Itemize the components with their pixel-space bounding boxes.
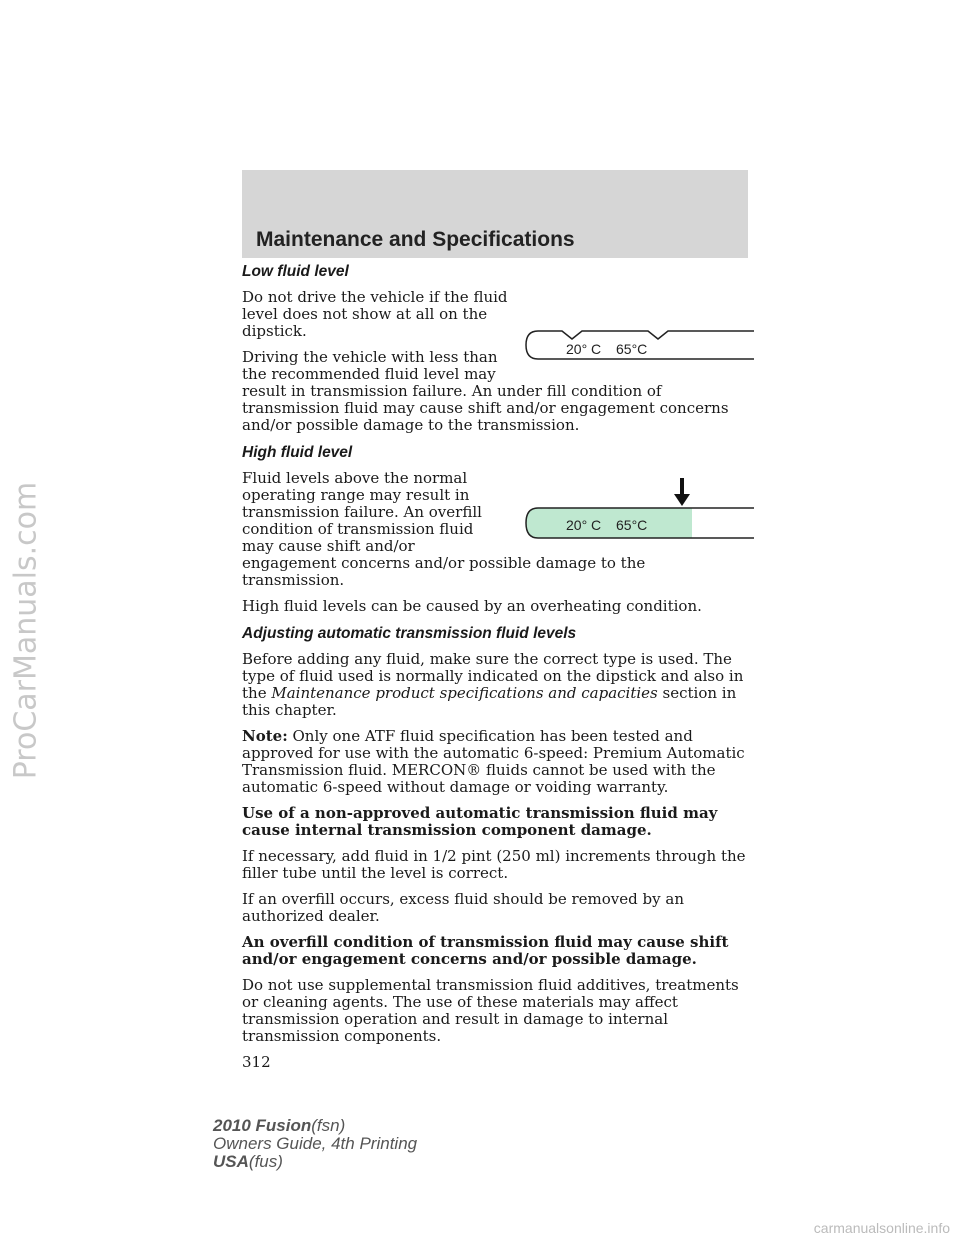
adjust-p1 <box>242 651 750 719</box>
dipstick-label-hot: 65°C <box>616 517 648 533</box>
warning-overfill: An overfill condition of transmission fluid may cause shift and/or engagement concerns and/or possible damage. <box>242 933 729 968</box>
adjust-p3: If an overfill occurs, excess fluid should be removed by an authorized dealer. <box>242 890 684 925</box>
dipstick-label-hot: 65°C <box>616 341 648 357</box>
low-fluid-p1: Do not drive the vehicle if the fluid level does not show at all on the dipstick. <box>242 288 508 340</box>
dipstick-low-diagram <box>508 289 758 377</box>
heading-low-fluid: Low fluid level <box>242 263 349 280</box>
heading-adjusting: Adjusting automatic transmission fluid levels <box>242 625 577 642</box>
footer-market: USA <box>213 1152 249 1171</box>
footer-model: 2010 Fusion <box>213 1116 312 1135</box>
dipstick-label-cold: 20° C <box>566 341 602 357</box>
page-title: Maintenance and Specifications <box>256 228 575 251</box>
footer <box>213 1117 417 1171</box>
footer-line-1 <box>213 1117 417 1135</box>
arrow-shaft <box>680 478 684 496</box>
footer-model-code: (fsn) <box>311 1116 346 1135</box>
footer-line-2: Owners Guide, 4th Printing <box>213 1134 418 1153</box>
note-label: Note: <box>242 727 288 745</box>
note-paragraph <box>242 728 750 796</box>
site-watermark: carmanualsonline.info <box>813 1220 950 1236</box>
high-fluid-p1: Fluid levels above the normal operating range may result in transmission failure. An overfill condition of transmission fluid may cause shift and/or engagement concerns and/or possible damage to the transmission. <box>242 469 646 589</box>
note-text: Only one ATF fluid specification has been tested and approved for use with the automatic 6-speed: Premium Automatic Transmission fluid. MERCON® fluids cannot be used with the automatic 6-speed without damage or voiding warranty. <box>242 727 745 796</box>
page-content <box>242 262 750 1080</box>
low-fluid-p2: Driving the vehicle with less than the recommended fluid level may result in transmission failure. An under fill condition of transmission fluid may cause shift and/or engagement concerns and/or possible damage to the transmission. <box>242 348 729 434</box>
heading-high-fluid: High fluid level <box>242 444 353 461</box>
adjust-p2: If necessary, add fluid in 1/2 pint (250 ml) increments through the filler tube until the level is correct. <box>242 847 746 882</box>
footer-market-code: (fus) <box>248 1152 283 1171</box>
adjust-p1-link-text: Maintenance product specifications and capacities <box>271 684 658 702</box>
watermark <box>6 300 46 960</box>
page-number: 312 <box>242 1053 271 1071</box>
dipstick-label-cold: 20° C <box>566 517 602 533</box>
arrow-down-icon <box>674 494 690 506</box>
adjust-p1-text-a: Before adding any fluid, make sure the correct type is used. The type of fluid used is normally indicated on the dipstick and also in the <box>242 650 744 702</box>
adjust-p4: Do not use supplemental transmission fluid additives, treatments or cleaning agents. The use of these materials may affect transmission operation and result in damage to internal transmission components. <box>242 976 739 1045</box>
high-fluid-p2: High fluid levels can be caused by an overheating condition. <box>242 597 702 615</box>
footer-line-3 <box>213 1153 417 1171</box>
section-header <box>242 170 748 258</box>
warning-non-approved: Use of a non-approved automatic transmission fluid may cause internal transmission component damage. <box>242 804 718 839</box>
adjust-p1-text-b: section in this chapter. <box>242 684 737 719</box>
overfill-zone <box>526 508 692 538</box>
dipstick-high-diagram <box>508 470 758 550</box>
watermark-text: ProCarManuals.com <box>8 481 44 779</box>
